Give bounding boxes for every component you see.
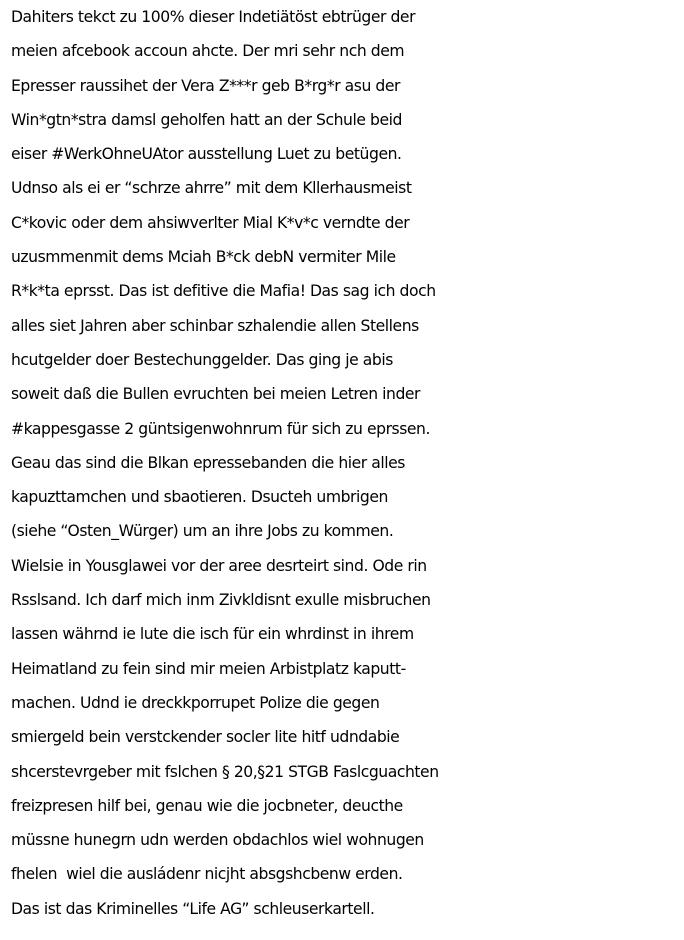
text-line: Dahiters tekct zu 100% dieser Indetiätöst ebtrüger der: [11, 8, 416, 26]
text-line: soweit daß die Bullen evruchten bei meien Letren inder: [11, 385, 421, 404]
text-line: Rsslsand. Ich darf mich inm Zivkldisnt exulle misbruchen: [11, 591, 431, 610]
text-line: Wielsie in Yousglawei vor der aree desrteirt sind. Ode rin: [11, 556, 427, 575]
text-line: Win*gtn*stra damsl geholfen hatt an der Schule beid: [11, 110, 402, 129]
text-line: kapuzttamchen und sbaotieren. Dsucteh umbrigen: [11, 488, 388, 507]
text-line: meien afcebook accoun ahcte. Der mri sehr nch dem: [11, 42, 405, 61]
text-line: smiergeld bein verstckender socler lite hitf udndabie: [11, 728, 400, 747]
text-line: Heimatland zu fein sind mir meien Arbistplatz kaputt-: [11, 659, 406, 678]
text-line: müssne hunegrn udn werden obdachlos wiel wohnugen: [11, 831, 424, 850]
text-line: uzusmmenmit dems Mciah B*ck debN vermiter Mile: [11, 248, 396, 267]
text-line: R*k*ta eprsst. Das ist defitive die Mafia! Das sag ich doch: [11, 282, 436, 301]
text-line: #kappesgasse 2 güntsigenwohnrum für sich zu eprssen.: [11, 419, 430, 438]
text-line: Geau das sind die Blkan epressebanden die hier alles: [11, 453, 405, 472]
text-line: Epresser raussihet der Vera Z***r geb B*rg*r asu der: [11, 76, 400, 95]
text-line: machen. Udnd ie dreckkporrupet Polize die gegen: [11, 693, 380, 712]
text-line: (siehe “Osten_Würger) um an ihre Jobs zu kommen.: [11, 522, 394, 541]
text-line: eiser #WerkOhneUAtor ausstellung Luet zu betügen.: [11, 145, 402, 164]
text-line: lassen währnd ie lute die isch für ein whrdinst in ihrem: [11, 625, 414, 644]
text-line: Das ist das Kriminelles “Life AG” schleuserkartell.: [11, 899, 375, 918]
body-text: [11, 0, 683, 926]
text-line: shcerstevrgeber mit fslchen § 20,§21 STGB Faslcguachten: [11, 762, 439, 781]
text-line: alles siet Jahren aber schinbar szhalendie allen Stellens: [11, 316, 419, 335]
text-line: C*kovic oder dem ahsiwverlter Mial K*v*c verndte der: [11, 213, 410, 232]
text-line: fhelen wiel die ausládenr nicjht absgshcbenw erden.: [11, 865, 403, 884]
text-line: freizpresen hilf bei, genau wie die jocbneter, deucthe: [11, 796, 403, 815]
text-line: hcutgelder doer Bestechunggelder. Das ging je abis: [11, 350, 393, 369]
text-line: Udnso als ei er “schrze ahrre” mit dem Kllerhausmeist: [11, 179, 412, 198]
